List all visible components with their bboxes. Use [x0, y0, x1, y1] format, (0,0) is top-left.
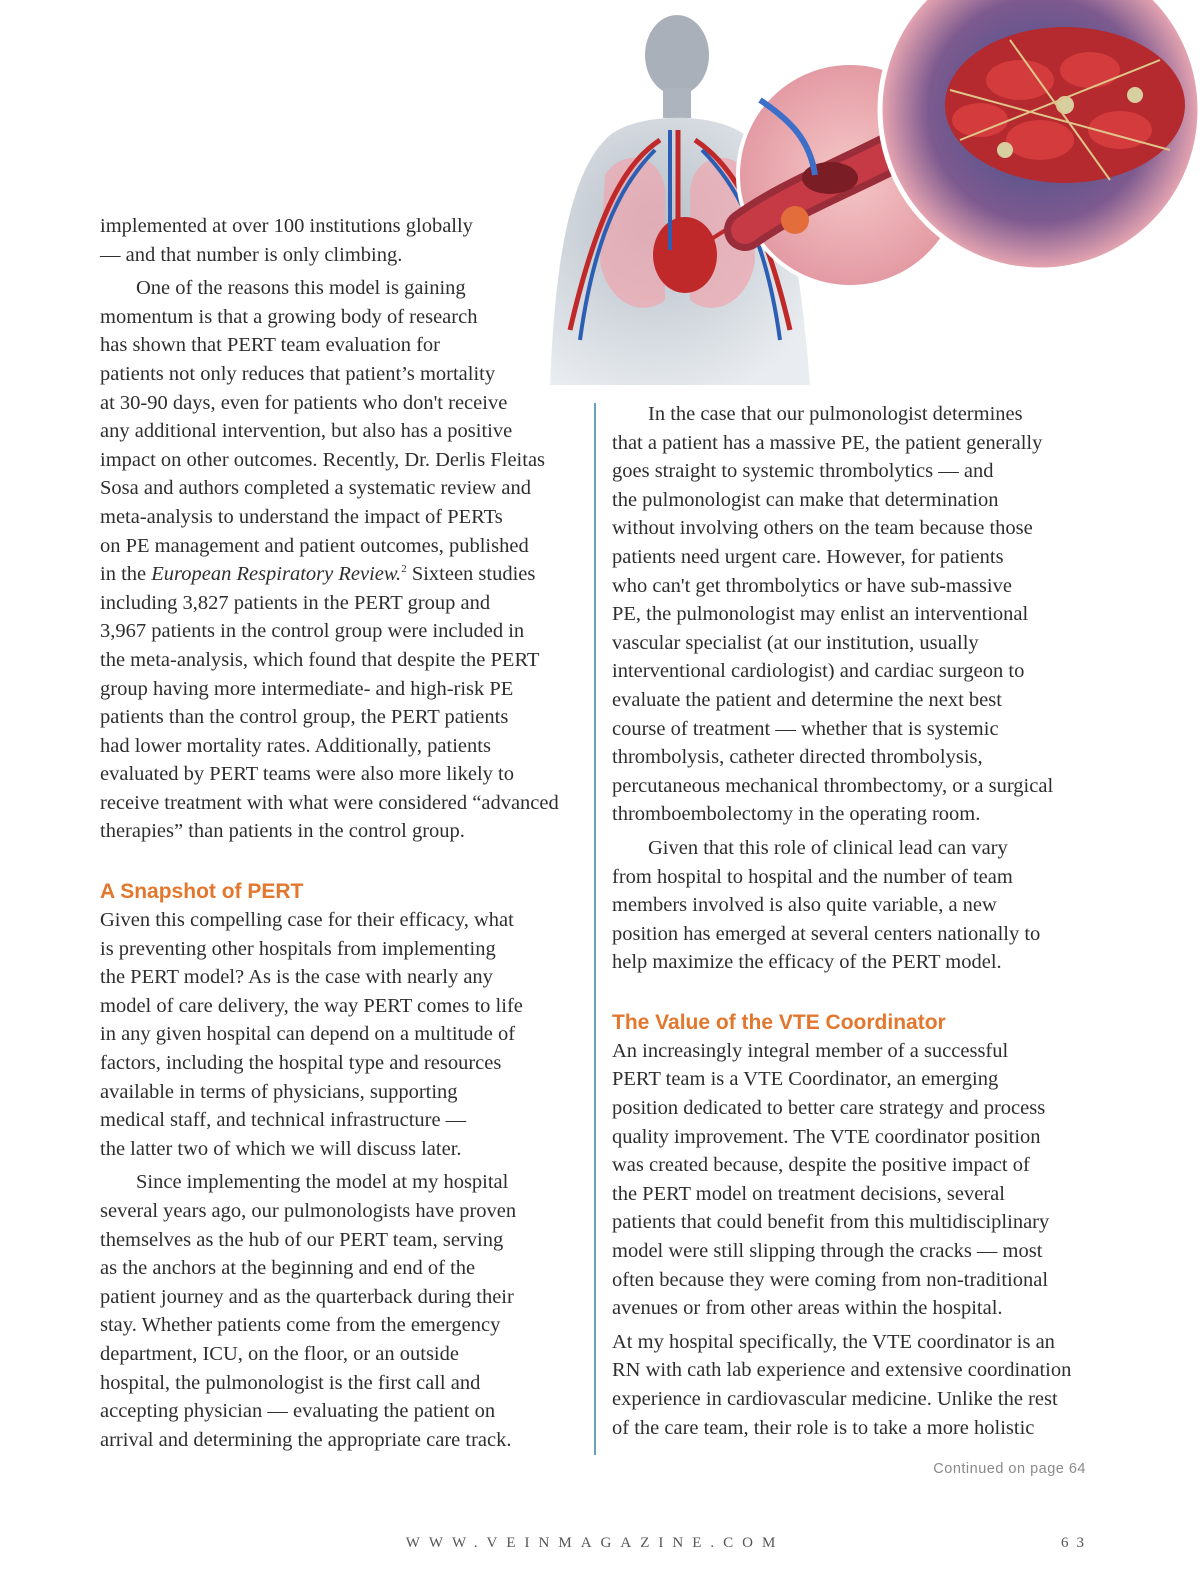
body-text-line: that a patient has a massive PE, the patient generally [612, 431, 1043, 454]
section-heading-vte: The Value of the VTE Coordinator [612, 1010, 946, 1034]
body-text-line: stay. Whether patients come from the emergency [100, 1314, 501, 1337]
body-text-line: any additional intervention, but also has a positive [100, 420, 513, 443]
body-text-line: Given this compelling case for their efficacy, what [100, 909, 514, 932]
body-text-line: meta-analysis to understand the impact of PERTs [100, 505, 503, 528]
left-column [100, 212, 580, 1454]
body-text-fragment: Sixteen studies [406, 563, 536, 586]
body-text-line: avenues or from other areas within the hospital. [612, 1297, 1003, 1320]
body-text-fragment: in the [100, 563, 152, 586]
body-text-line: the PERT model? As is the case with nearly any [100, 966, 493, 989]
body-text-line: has shown that PERT team evaluation for [100, 334, 440, 357]
body-text-line: percutaneous mechanical thrombectomy, or a surgical [612, 774, 1054, 797]
section-heading-snapshot: A Snapshot of PERT [100, 880, 304, 904]
body-text-line: RN with cath lab experience and extensive coordination [612, 1359, 1072, 1382]
column-divider [594, 403, 596, 1455]
body-text-line: therapies” than patients in the control group. [100, 820, 465, 843]
body-text-line: An increasingly integral member of a successful [612, 1039, 1009, 1062]
body-text-line: thromboembolectomy in the operating room. [612, 803, 981, 826]
footer-url: WWW.VEINMAGAZINE.COM [405, 1535, 785, 1551]
body-text-line: model were still slipping through the cracks — most [612, 1240, 1043, 1263]
journal-title: European Respiratory Review. [151, 563, 402, 586]
body-text-line: hospital, the pulmonologist is the first call and [100, 1371, 481, 1394]
body-text-line: from hospital to hospital and the number of team [612, 865, 1013, 888]
body-text-line: the meta-analysis, which found that despite the PERT [100, 648, 540, 671]
body-text-line: including 3,827 patients in the PERT group and [100, 591, 491, 614]
body-text-line: group having more intermediate- and high-risk PE [100, 677, 514, 700]
body-text-line: Given that this role of clinical lead can vary [648, 836, 1008, 859]
body-text-line: the pulmonologist can make that determination [612, 488, 999, 511]
body-text-line: 3,967 patients in the control group were included in [100, 620, 525, 643]
right-column [612, 400, 1082, 1442]
body-text-line: without involving others on the team because those [612, 517, 1033, 540]
page-number: 63 [1061, 1535, 1092, 1551]
body-text-line: themselves as the hub of our PERT team, serving [100, 1228, 504, 1251]
body-text-line: impact on other outcomes. Recently, Dr. Derlis Fleitas [100, 448, 546, 471]
body-text-line: is preventing other hospitals from implementing [100, 937, 496, 960]
body-text-line: model of care delivery, the way PERT comes to life [100, 994, 523, 1017]
body-text-line: position has emerged at several centers nationally to [612, 922, 1041, 945]
body-text-line: course of treatment — whether that is systemic [612, 717, 999, 740]
body-text-line: department, ICU, on the floor, or an outside [100, 1342, 459, 1365]
body-text-line: Since implementing the model at my hospital [136, 1171, 509, 1194]
body-text-line: thrombolysis, catheter directed thrombolysis, [612, 746, 983, 769]
body-text-line: goes straight to systemic thrombolytics — and [612, 460, 994, 483]
body-text-line: patients need urgent care. However, for patients [612, 545, 1004, 568]
body-text-line: the PERT model on treatment decisions, several [612, 1182, 1005, 1205]
body-text-line: had lower mortality rates. Additionally, patients [100, 734, 491, 757]
body-text-line: receive treatment with what were considered “advanced [100, 791, 559, 814]
body-text-line: factors, including the hospital type and resources [100, 1052, 502, 1075]
body-text-line: PERT team is a VTE Coordinator, an emerging [612, 1068, 999, 1091]
reference-number: 2 [401, 563, 407, 576]
body-text-line: the latter two of which we will discuss later. [100, 1137, 462, 1160]
body-text-line: often because they were coming from non-traditional [612, 1268, 1049, 1291]
body-text-line: patient journey and as the quarterback during their [100, 1285, 514, 1308]
body-text-line: of the care team, their role is to take a more holistic [612, 1416, 1035, 1439]
body-text-line: patients that could benefit from this multidisciplinary [612, 1211, 1050, 1234]
body-text-line: position dedicated to better care strategy and process [612, 1097, 1046, 1120]
body-text-line: arrival and determining the appropriate care track. [100, 1428, 512, 1451]
body-text-line: In the case that our pulmonologist determines [648, 403, 1023, 425]
body-text-line: evaluate the patient and determine the next best [612, 688, 1002, 711]
body-text-line: was created because, despite the positive impact of [612, 1154, 1030, 1177]
body-text-line: implemented at over 100 institutions globally [100, 215, 473, 237]
body-text-line: patients than the control group, the PERT patients [100, 706, 509, 729]
body-text-line: at 30-90 days, even for patients who don't receive [100, 391, 508, 414]
body-text-line: momentum is that a growing body of research [100, 305, 478, 328]
continued-note: Continued on page 64 [933, 1461, 1086, 1477]
body-text-line: evaluated by PERT teams were also more likely to [100, 763, 514, 786]
body-text-line: who can't get thrombolytics or have sub-massive [612, 574, 1012, 597]
citation-line [100, 560, 580, 589]
body-text-line: interventional cardiologist) and cardiac surgeon to [612, 660, 1025, 683]
body-text-line: — and that number is only climbing. [100, 243, 403, 266]
body-text-line: Sosa and authors completed a systematic review and [100, 477, 531, 500]
body-text-line: accepting physician — evaluating the patient on [100, 1400, 496, 1423]
body-text-line: on PE management and patient outcomes, published [100, 534, 529, 557]
body-text-line: in any given hospital can depend on a multitude of [100, 1023, 516, 1046]
body-text-line: vascular specialist (at our institution, usually [612, 631, 979, 654]
anatomy-blood-clot-illustration [510, 0, 1200, 385]
body-text-line: help maximize the efficacy of the PERT model. [612, 951, 1002, 974]
body-text-line: members involved is also quite variable, a new [612, 894, 997, 917]
body-text-line: several years ago, our pulmonologists have proven [100, 1200, 517, 1222]
body-text-line: PE, the pulmonologist may enlist an interventional [612, 603, 1029, 626]
body-text-line: patients not only reduces that patient’s mortality [100, 362, 496, 385]
body-text-line: medical staff, and technical infrastructure — [100, 1109, 467, 1132]
body-text-line: available in terms of physicians, supporting [100, 1080, 458, 1103]
body-text-line: as the anchors at the beginning and end of the [100, 1257, 476, 1280]
body-text-line: quality improvement. The VTE coordinator position [612, 1125, 1041, 1148]
body-text-line: At my hospital specifically, the VTE coordinator is an [612, 1330, 1055, 1353]
body-text-line: experience in cardiovascular medicine. Unlike the rest [612, 1388, 1058, 1410]
body-text-line: One of the reasons this model is gaining [136, 277, 466, 300]
